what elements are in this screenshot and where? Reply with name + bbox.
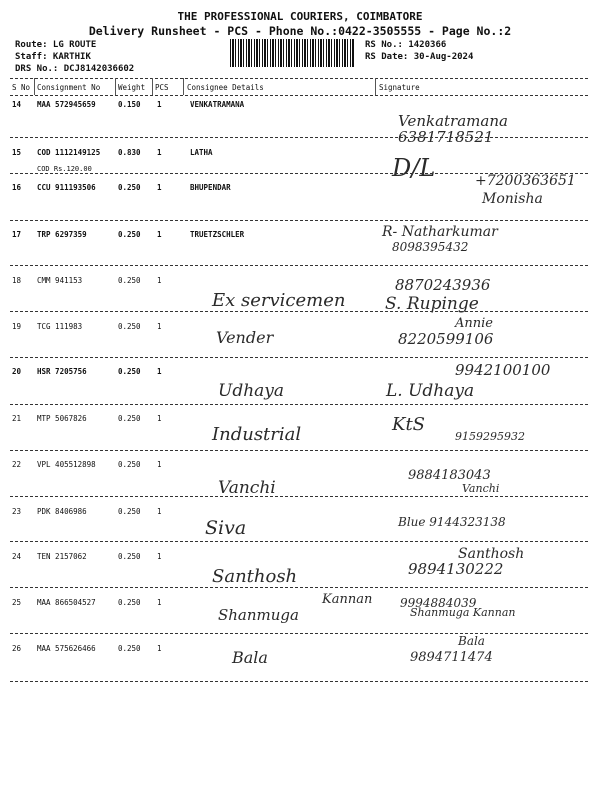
handwritten-note: Vanchi	[218, 478, 276, 498]
row-separator	[10, 357, 588, 358]
row-separator	[10, 404, 588, 405]
row-consignment-no: TCG 111983	[37, 322, 83, 331]
barcode	[230, 39, 355, 67]
row-consignment-no: HSR 7205756	[37, 367, 87, 376]
header-top-rule	[10, 78, 588, 79]
column-divider	[152, 78, 153, 95]
handwritten-note: 8220599106	[398, 330, 494, 348]
row-pcs: 1	[157, 507, 162, 516]
row-weight: 0.250	[118, 507, 141, 516]
row-separator	[10, 496, 588, 497]
handwritten-note: 9894711474	[410, 650, 493, 665]
cod-amount: COD Rs.120.00	[37, 165, 92, 173]
col-header-sno: S No	[12, 83, 31, 92]
staff-label: Staff: KARTHIK	[15, 52, 91, 62]
row-sno: 20	[12, 367, 22, 376]
col-header-pcs: PCS	[155, 83, 169, 92]
handwritten-note: Santhosh	[212, 566, 298, 587]
handwritten-note: Blue 9144323138	[398, 515, 506, 529]
row-separator	[10, 633, 588, 634]
row-consignment-no: COD 1112149125	[37, 148, 101, 157]
drs-number: DRS No.: DCJ8142036602	[15, 64, 135, 74]
handwritten-note: 8870243936	[395, 276, 491, 294]
row-weight: 0.250	[118, 183, 141, 192]
handwritten-note: 9894130222	[408, 560, 504, 578]
row-consignment-no: TEN 2157062	[37, 552, 87, 561]
handwritten-note: Santhosh	[458, 546, 525, 562]
table-row	[0, 546, 600, 587]
row-sno: 18	[12, 276, 22, 285]
row-weight: 0.250	[118, 414, 141, 423]
table-row	[0, 592, 600, 628]
row-separator	[10, 265, 588, 266]
handwritten-note: D/L	[392, 154, 436, 182]
handwritten-note: Bala	[232, 648, 268, 667]
col-header-signature: Signature	[379, 83, 420, 92]
row-consignment-no: MAA 572945659	[37, 100, 96, 109]
row-pcs: 1	[157, 460, 162, 469]
row-weight: 0.250	[118, 460, 141, 469]
row-sno: 26	[12, 644, 22, 653]
row-pcs: 1	[157, 644, 162, 653]
row-pcs: 1	[157, 100, 162, 109]
row-consignment-no: MAA 575626466	[37, 644, 96, 653]
row-weight: 0.250	[118, 598, 141, 607]
column-divider	[34, 78, 35, 95]
row-consignment-no: MAA 866504527	[37, 598, 96, 607]
handwritten-note: Ex servicemen	[212, 290, 346, 311]
handwritten-note: S. Rupinge	[385, 294, 479, 314]
handwritten-note: Kannan	[322, 592, 373, 607]
table-row	[0, 316, 600, 352]
row-consignee: LATHA	[190, 148, 213, 157]
handwritten-note: Bala	[458, 634, 485, 648]
row-sno: 14	[12, 100, 22, 109]
row-separator	[10, 541, 588, 542]
col-header-weight: Weight	[118, 83, 146, 92]
row-weight: 0.150	[118, 100, 141, 109]
row-consignment-no: VPL 405512898	[37, 460, 96, 469]
row-separator	[10, 587, 588, 588]
row-sno: 23	[12, 507, 22, 516]
row-separator	[10, 450, 588, 451]
row-pcs: 1	[157, 414, 162, 423]
handwritten-note: Siva	[205, 517, 247, 539]
column-divider	[375, 78, 376, 95]
row-separator	[10, 220, 588, 221]
row-weight: 0.250	[118, 552, 141, 561]
row-sno: 16	[12, 183, 22, 192]
handwritten-note: 9159295932	[455, 430, 525, 443]
row-pcs: 1	[157, 230, 162, 239]
table-row	[0, 634, 600, 674]
row-pcs: 1	[157, 552, 162, 561]
table-row	[0, 507, 600, 537]
handwritten-note: Monisha	[482, 191, 543, 207]
row-weight: 0.250	[118, 276, 141, 285]
table-row	[0, 460, 600, 498]
row-sno: 15	[12, 148, 22, 157]
table-row	[0, 414, 600, 444]
row-pcs: 1	[157, 322, 162, 331]
handwritten-note: Annie	[455, 316, 493, 331]
row-consignee: TRUETZSCHLER	[190, 230, 245, 239]
column-divider	[183, 78, 184, 95]
row-pcs: 1	[157, 276, 162, 285]
row-consignee: BHUPENDAR	[190, 183, 231, 192]
row-sno: 19	[12, 322, 22, 331]
rs-number: RS No.: 1420366	[365, 40, 447, 50]
row-consignment-no: PDK 8406986	[37, 507, 87, 516]
row-separator	[10, 681, 588, 682]
handwritten-note: 8098395432	[392, 240, 469, 254]
row-sno: 24	[12, 552, 22, 561]
row-consignee: VENKATRAMANA	[190, 100, 245, 109]
row-separator	[10, 137, 588, 138]
handwritten-note: Vender	[216, 328, 274, 347]
row-pcs: 1	[157, 598, 162, 607]
handwritten-note: L. Udhaya	[386, 381, 475, 401]
runsheet-subtitle: Delivery Runsheet - PCS - Phone No.:0422-3505555 - Page No.:2	[88, 24, 512, 38]
row-consignment-no: CCU 911193506	[37, 183, 96, 192]
handwritten-note: Venkatramana	[398, 112, 508, 130]
row-weight: 0.250	[118, 644, 141, 653]
table-row	[0, 361, 600, 401]
handwritten-note: Vanchi	[462, 482, 500, 495]
row-weight: 0.250	[118, 322, 141, 331]
handwritten-note: +7200363651	[475, 173, 576, 189]
table-row	[0, 173, 600, 213]
row-weight: 0.250	[118, 230, 141, 239]
handwritten-note: Shanmuga Kannan	[410, 606, 516, 619]
table-row	[0, 224, 600, 260]
handwritten-note: 9884183043	[408, 468, 491, 483]
handwritten-note: KtS	[392, 414, 426, 435]
row-separator	[10, 311, 588, 312]
row-pcs: 1	[157, 367, 162, 376]
row-pcs: 1	[157, 148, 162, 157]
handwritten-note: R- Natharkumar	[382, 224, 498, 240]
column-divider	[115, 78, 116, 95]
row-consignment-no: MTP 5067826	[37, 414, 87, 423]
route-label: Route: LG ROUTE	[15, 40, 97, 50]
header-bottom-rule	[10, 95, 588, 96]
row-consignment-no: TRP 6297359	[37, 230, 87, 239]
handwritten-note: 9994884039	[400, 596, 477, 610]
handwritten-note: Industrial	[212, 424, 302, 445]
col-header-consignee: Consignee Details	[187, 83, 264, 92]
col-header-consignment: Consignment No	[37, 83, 101, 92]
table-row	[0, 276, 600, 314]
handwritten-note: Udhaya	[218, 381, 285, 401]
company-title: THE PROFESSIONAL COURIERS, COIMBATORE	[177, 10, 423, 23]
row-sno: 21	[12, 414, 22, 423]
row-consignment-no: CMM 941153	[37, 276, 83, 285]
row-weight: 0.250	[118, 367, 141, 376]
handwritten-note: 6381718521	[398, 128, 494, 146]
row-sno: 17	[12, 230, 22, 239]
table-row	[0, 100, 600, 146]
handwritten-note: 9942100100	[455, 361, 551, 379]
row-sno: 22	[12, 460, 22, 469]
row-pcs: 1	[157, 183, 162, 192]
row-sno: 25	[12, 598, 22, 607]
rs-date: RS Date: 30-Aug-2024	[365, 52, 474, 62]
row-weight: 0.830	[118, 148, 141, 157]
handwritten-note: Shanmuga	[218, 606, 299, 624]
